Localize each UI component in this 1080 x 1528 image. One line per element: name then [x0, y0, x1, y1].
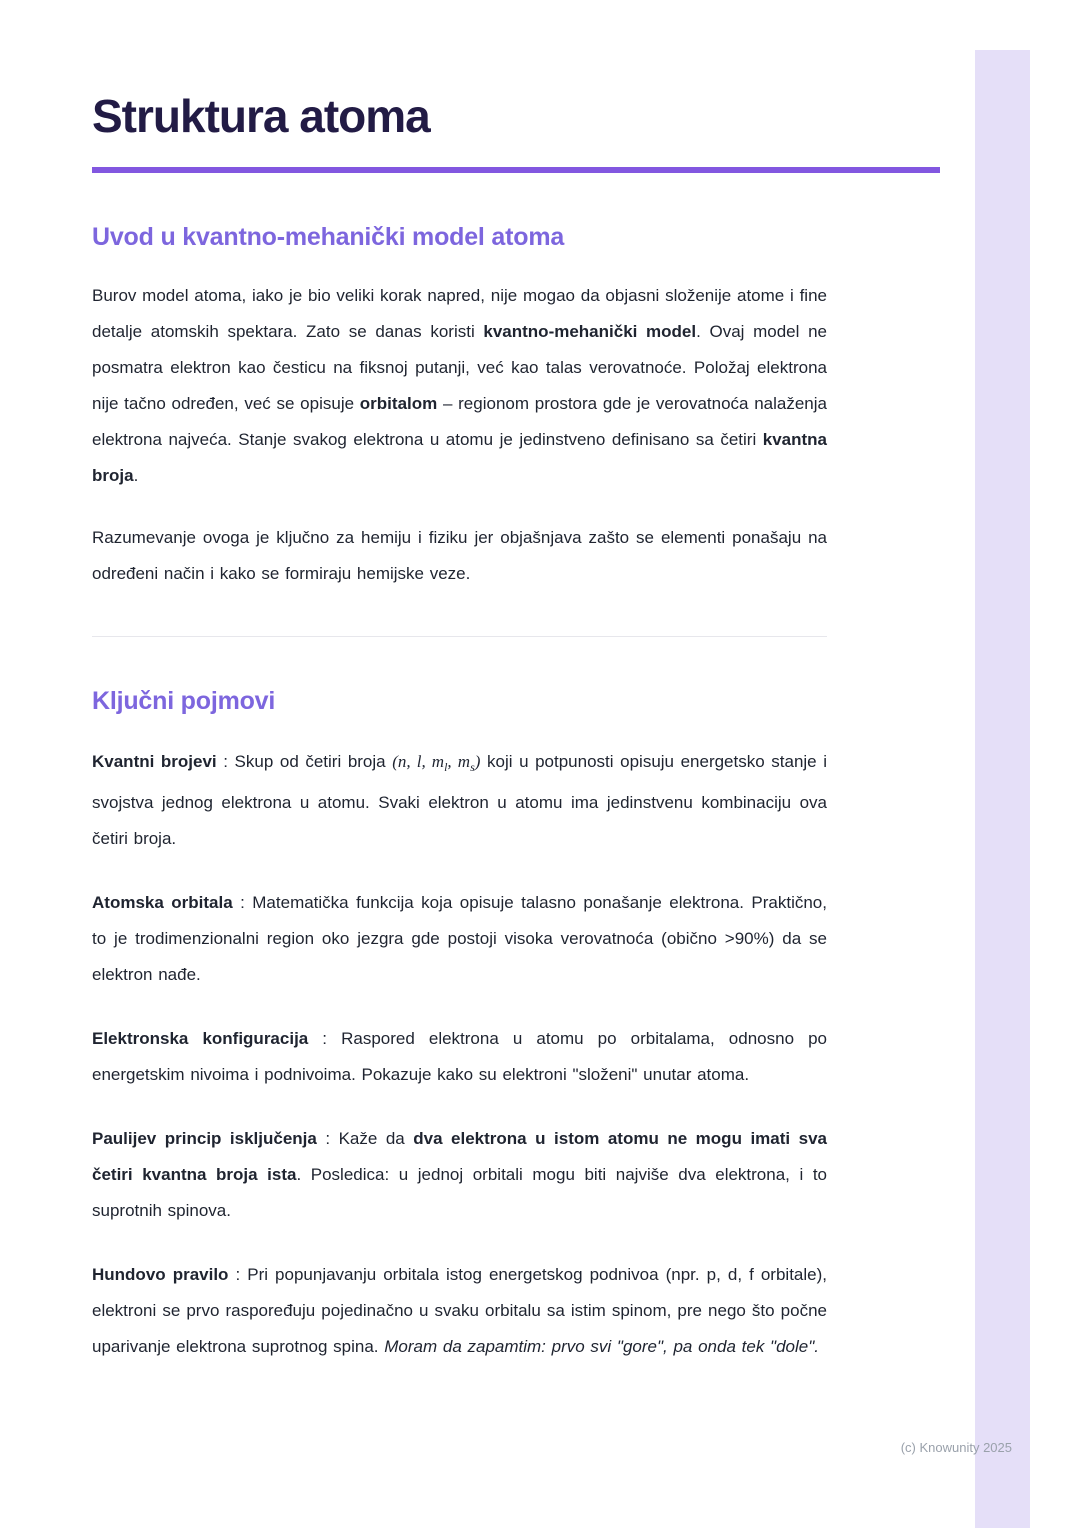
definition-kvantni-brojevi: Kvantni brojevi : Skup od četiri broja (n, l, $m_l$, $m_s$) koji u potpunosti opisuju energetsko stanje i svojstva jednog elektrona u atomu. Svaki elektron u atomu ima jedinstvenu kombinaciju ova četiri broja.	[92, 751, 827, 848]
definition-hundovo-pravilo: Hundovo pravilo : Pri popunjavanju orbitala istog energetskog podnivoa (npr. p, d, f orbitale), elektroni se prvo raspoređuju pojedinačno u svaku orbitalu sa istim spinom, pre nego što počne uparivanje elektrona suprotnog spina. Moram da zapamtim: prvo svi "gore", pa onda tek "dole".	[92, 1264, 827, 1356]
definition-paulijev-princip: Paulijev princip isključenja : Kaže da dva elektrona u istom atomu ne mogu imati sva četiri kvantna broja ista. Posledica: u jednoj orbitali mogu biti najviše dva elektrona, i to suprotnih spinova.	[92, 1128, 827, 1220]
document-content	[92, 90, 940, 1365]
page-edge-decoration-bar	[975, 50, 1030, 1528]
section-divider	[92, 636, 827, 637]
paragraph-intro-2: Razumevanje ovoga je ključno za hemiju i fiziku jer objašnjava zašto se elementi ponašaju na određeni način i kako se formiraju hemijske veze.	[92, 527, 827, 583]
page-title: Struktura atoma	[92, 90, 430, 142]
section-key-terms	[92, 687, 940, 1365]
section-heading-key-terms: Ključni pojmovi	[92, 686, 276, 715]
title-accent-rule	[92, 167, 940, 173]
copyright-credit: (c) Knowunity 2025	[900, 1440, 1012, 1455]
definition-elektronska-konfiguracija: Elektronska konfiguracija : Raspored elektrona u atomu po orbitalama, odnosno po energetskim nivoima i podnivoima. Pokazuje kako su elektroni "složeni" unutar atoma.	[92, 1028, 827, 1084]
section-heading-intro: Uvod u kvantno-mehanički model atoma	[92, 222, 565, 251]
paragraph-intro-1: Burov model atoma, iako je bio veliki korak napred, nije mogao da objasni složenije atome i fine detalje atomskih spektara. Zato se danas koristi kvantno-mehanički model. Ovaj model ne posmatra elektron kao česticu na fiksnoj putanji, već kao talas verovatnoće. Položaj elektrona nije tačno određen, već se opisuje orbitalom – regionom prostora gde je verovatnoća nalaženja elektrona najveća. Stanje svakog elektrona u atomu je jedinstveno definisano sa četiri kvantna broja.	[92, 285, 827, 485]
definition-atomska-orbitala: Atomska orbitala : Matematička funkcija koja opisuje talasno ponašanje elektrona. Praktično, to je trodimenzionalni region oko jezgra gde postoji visoka verovatnoća (obično >90%) da se elektron nađe.	[92, 892, 827, 984]
section-intro	[92, 223, 940, 592]
